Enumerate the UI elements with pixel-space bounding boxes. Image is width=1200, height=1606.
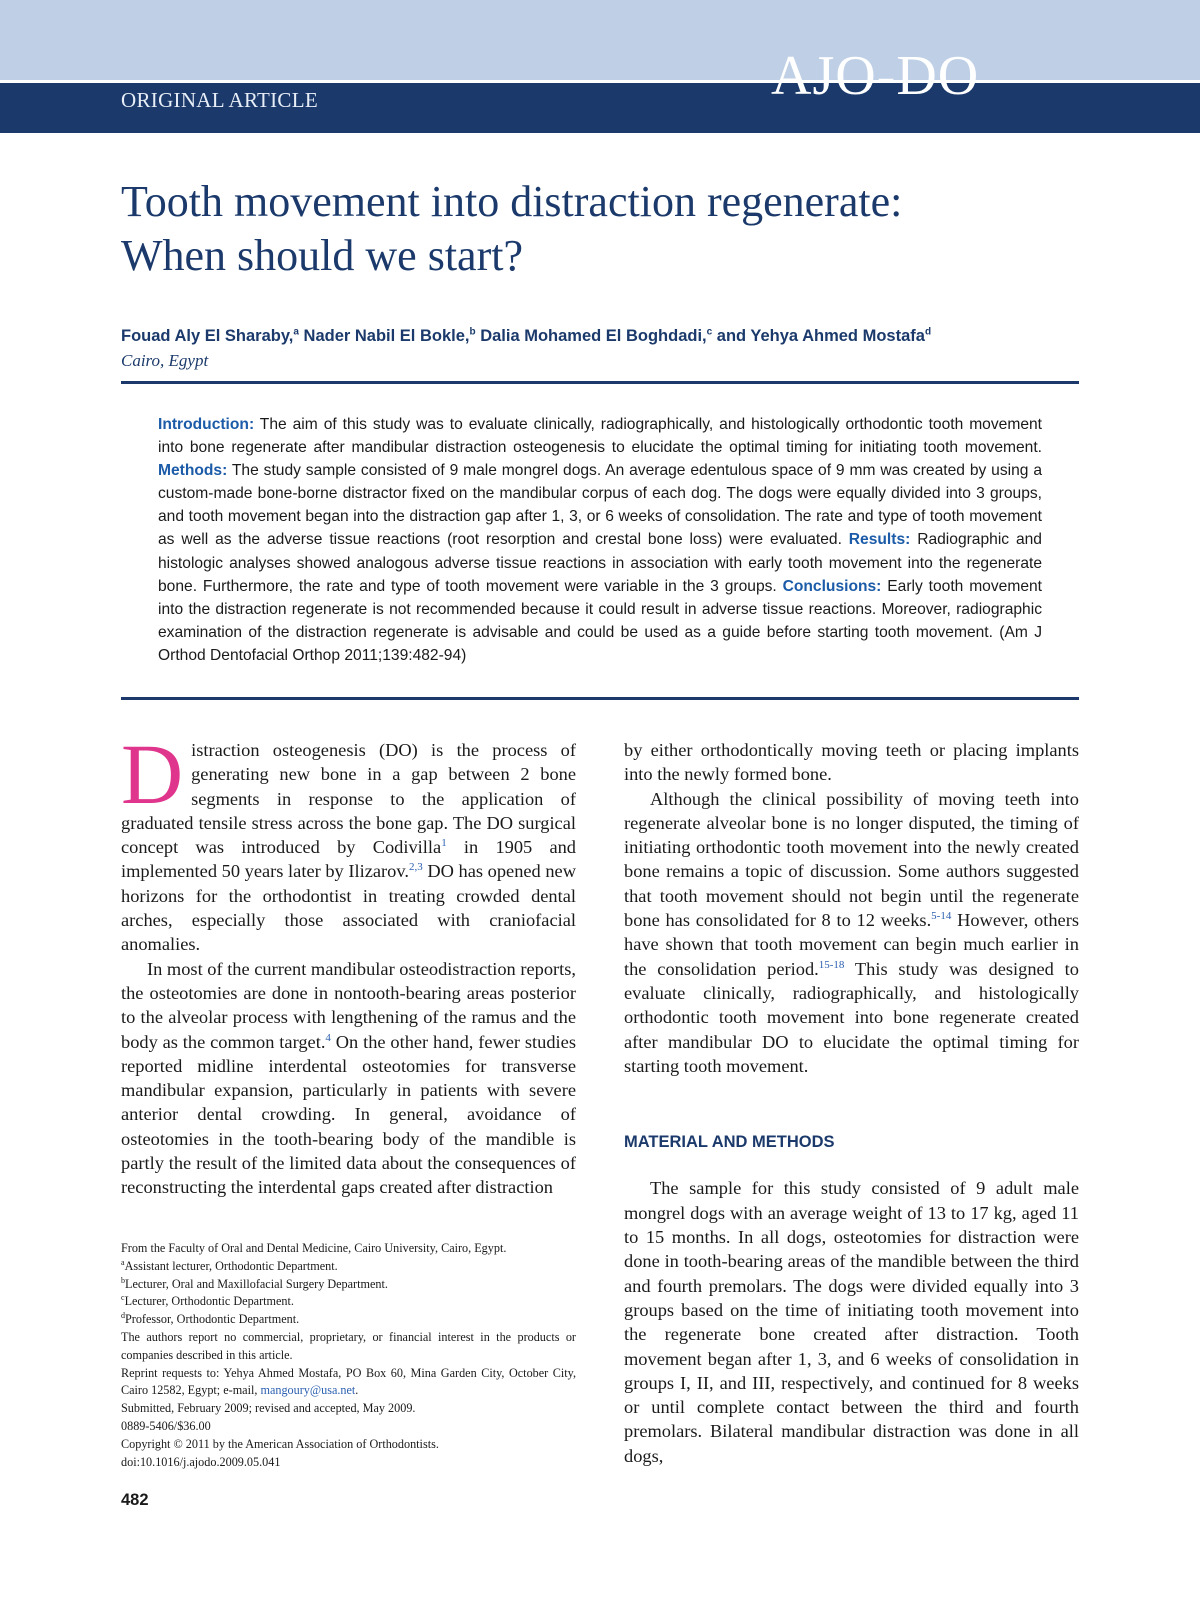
header-band bbox=[0, 0, 1200, 80]
paragraph-text: DO has opened new horizons for the orthodontist in treating crowded dental arches, especially those associated with craniofacial anomalies. bbox=[121, 861, 576, 955]
body-paragraph bbox=[121, 957, 576, 1200]
citation-link[interactable]: 2,3 bbox=[408, 861, 423, 874]
body-column-right bbox=[624, 738, 1079, 1468]
author-name: Fouad Aly El Sharaby, bbox=[121, 327, 294, 345]
footnote-author-role bbox=[121, 1276, 576, 1294]
footnote-mark: a bbox=[121, 1257, 125, 1267]
author-name: Nader Nabil El Bokle, bbox=[298, 327, 470, 345]
footnotes bbox=[121, 1240, 576, 1471]
drop-cap: D bbox=[121, 726, 184, 822]
footnote-text: . bbox=[355, 1383, 359, 1398]
footnote-author-role bbox=[121, 1293, 576, 1311]
author-name: Dalia Mohamed El Boghdadi, bbox=[475, 327, 707, 345]
abstract-conclusions-heading: Conclusions: bbox=[782, 577, 882, 595]
author-affiliation-mark: a bbox=[293, 326, 299, 338]
footnote-text: Lecturer, Orthodontic Department. bbox=[124, 1294, 294, 1309]
citation-link[interactable]: 15-18 bbox=[818, 958, 845, 971]
footnote-author-role bbox=[121, 1311, 576, 1329]
footnote-doi[interactable]: doi:10.1016/j.ajodo.2009.05.041 bbox=[121, 1454, 281, 1469]
footnote-mark: d bbox=[121, 1311, 125, 1321]
abstract-introduction-heading: Introduction: bbox=[158, 416, 255, 433]
page-number: 482 bbox=[121, 1491, 149, 1509]
abstract-introduction-text: The aim of this study was to evaluate clinically, radiographically, and histologically orthodontic tooth movement into bone regenerate after mandibular distraction osteogenesis to elucidate the optimal timing for initiating tooth movement. bbox=[158, 416, 1042, 457]
body-column-left bbox=[121, 726, 577, 1200]
footnote-submitted: Submitted, February 2009; revised and accepted, May 2009. bbox=[121, 1401, 416, 1416]
author-location: Cairo, Egypt bbox=[121, 351, 209, 370]
paragraph-text: In most of the current mandibular osteodistraction reports, the osteotomies are done in nontooth-bearing areas posterior to the alveolar process with lengthening of the ramus and the body as the common target. bbox=[121, 958, 577, 1052]
author-affiliation-mark: d bbox=[924, 326, 932, 338]
author-affiliation-mark: b bbox=[469, 326, 476, 338]
paragraph-text: Although the clinical possibility of moving teeth into regenerate alveolar bone is no longer disputed, the timing of initiating orthodontic tooth movement into the newly created bone remains a topic of discussion. Some authors suggested that tooth movement should not begin until the regenerate bone has consolidated for 8 to 12 weeks. bbox=[624, 788, 1079, 931]
footnote-author-role bbox=[121, 1258, 576, 1276]
footnote-copyright: Copyright © 2011 by the American Association of Orthodontists. bbox=[121, 1436, 439, 1451]
footnote-disclosure: The authors report no commercial, proprietary, or financial interest in the products or companies described in this article. bbox=[121, 1329, 576, 1362]
author-affiliation-mark: c bbox=[706, 326, 713, 338]
footnote-text: Lecturer, Oral and Maxillofacial Surgery Department. bbox=[125, 1276, 388, 1291]
body-paragraph: The sample for this study consisted of 9 adult male mongrel dogs with an average weight of 13 to 17 kg, aged 11 to 15 months. In all dogs, osteotomies for distraction were done in tooth-bearing areas of the mandible between the third and fourth premolars. The dogs were divided equally into 3 groups based on the time of initiating tooth movement into the regenerate bone created after distraction. Tooth movement began after 1, 3, and 6 weeks of consolidation in groups I, II, and III, respectively, and continued for 8 weeks or until complete contact between the third and fourth premolars. Bilateral mandibular distraction was done in all dogs, bbox=[624, 1178, 1079, 1466]
abstract-results-text: Radiographic and histologic analyses showed analogous adverse tissue reactions in association with early tooth movement into the regenerate bone. Furthermore, the rate and type of tooth movement were variable in the 3 groups. bbox=[158, 531, 1042, 595]
footnote-text: Reprint requests to: Yehya Ahmed Mostafa, PO Box 60, Mina Garden City, October City, Cairo 12582, Egypt; e-mail, bbox=[121, 1365, 576, 1398]
footnote-mark: b bbox=[121, 1275, 125, 1285]
journal-logo: AJO-DO bbox=[771, 45, 980, 107]
article-title bbox=[121, 175, 1081, 283]
paragraph-text: However, others have shown that tooth movement can begin much earlier in the consolidation period. bbox=[624, 910, 1079, 979]
paragraph-text: This study was designed to evaluate clinically, radiographically, and histologically orthodontic tooth movement into bone regenerate created after mandibular DO to elucidate the optimal timing for starting tooth movement. bbox=[624, 958, 1079, 1076]
citation-link[interactable]: 5-14 bbox=[931, 909, 952, 922]
footnote-reprint bbox=[121, 1365, 576, 1401]
article-type-label: ORIGINAL ARTICLE bbox=[121, 88, 318, 112]
abstract-bottom-rule bbox=[121, 697, 1079, 700]
title-line-2: When should we start? bbox=[121, 231, 523, 280]
citation-link[interactable]: 1 bbox=[441, 837, 447, 850]
footnote-mark: c bbox=[121, 1293, 125, 1303]
title-line-1: Tooth movement into distraction regenerate: bbox=[121, 177, 903, 226]
abstract-top-rule bbox=[121, 381, 1079, 384]
abstract-conclusions-text: Early tooth movement into the distraction regenerate is not recommended because it could result in adverse tissue reactions. Moreover, radiographic examination of the distraction regenerate is advisable and could be used as a guide before starting tooth movement. (Am J Orthod Dentofacial Orthop 2011;139:482-94) bbox=[158, 577, 1042, 664]
citation-link[interactable]: 4 bbox=[325, 1031, 331, 1044]
footnote-text: Assistant lecturer, Orthodontic Department. bbox=[124, 1258, 338, 1273]
abstract-methods-heading: Methods: bbox=[158, 462, 228, 480]
abstract-results-heading: Results: bbox=[848, 531, 911, 549]
footnote-affiliation: From the Faculty of Oral and Dental Medicine, Cairo University, Cairo, Egypt. bbox=[121, 1241, 507, 1255]
footnote-issn: 0889-5406/$36.00 bbox=[121, 1418, 211, 1433]
paragraph-text: in 1905 and implemented 50 years later by Ilizarov. bbox=[121, 837, 577, 882]
paragraph-text: istraction osteogenesis (DO) is the process of generating new bone in a gap between 2 bone segments in response to the application of graduated tensile stress across the bone gap. The DO surgical concept was introduced by Codivilla bbox=[121, 740, 576, 858]
email-link[interactable]: mangoury@usa.net bbox=[260, 1383, 356, 1398]
body-paragraph: by either orthodontically moving teeth or placing implants into the newly formed bone. bbox=[624, 740, 1079, 785]
paragraph-text: On the other hand, fewer studies reported midline interdental osteotomies for transverse mandibular expansion, particularly in patients with severe anterior dental crowding. In general, avoidance of osteotomies in the tooth-bearing body of the mandible is partly the result of the limited data about the consequences of reconstructing the interdental gaps created after distraction bbox=[121, 1031, 576, 1198]
abstract bbox=[158, 413, 1042, 667]
footnote-text: Professor, Orthodontic Department. bbox=[125, 1312, 300, 1327]
body-paragraph bbox=[121, 726, 577, 957]
section-heading: MATERIAL AND METHODS bbox=[624, 1133, 835, 1152]
author-name: and Yehya Ahmed Mostafa bbox=[712, 327, 925, 345]
abstract-methods-text: The study sample consisted of 9 male mongrel dogs. An average edentulous space of 9 mm was created by using a custom-made bone-borne distractor fixed on the mandibular corpus of each dog. The dogs were equally divided into 3 groups, and tooth movement began into the distraction gap after 1, 3, or 6 weeks of consolidation. The rate and type of tooth movement as well as the adverse tissue reactions (root resorption and crestal bone loss) were evaluated. bbox=[158, 462, 1042, 549]
author-list bbox=[121, 327, 931, 346]
body-paragraph bbox=[624, 787, 1079, 1079]
